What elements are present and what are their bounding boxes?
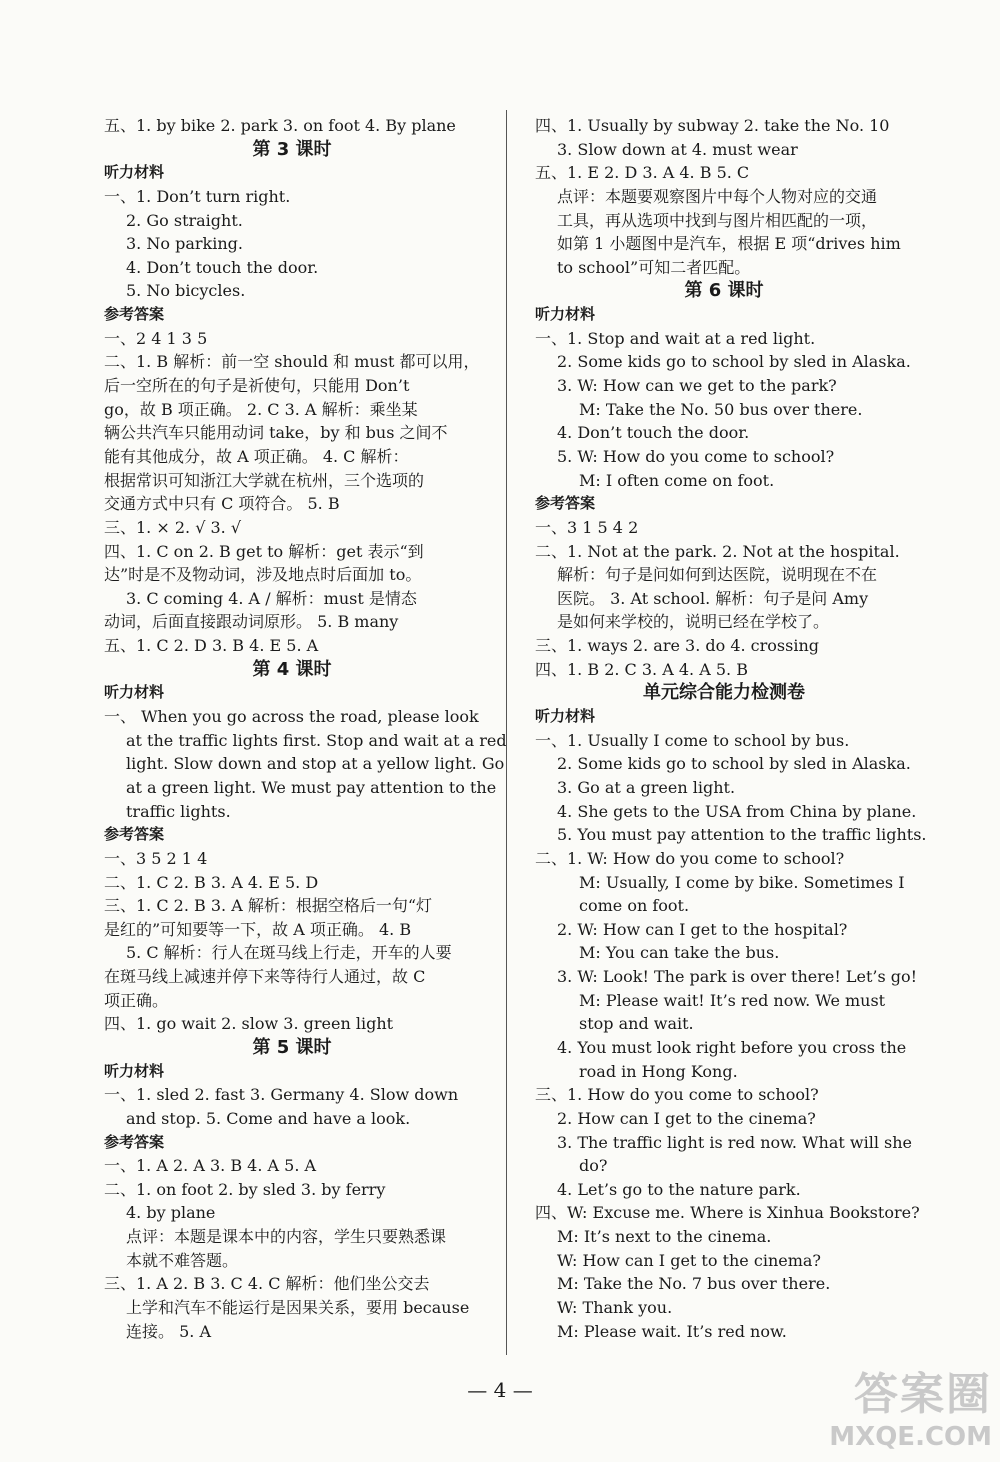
text-line: 3. The traffic light is red now. What will she [557,1132,913,1152]
text-line: 点评：本题是课本中的内容，学生只要熟悉课 [126,1227,447,1247]
text-line: 3. W: Look! The park is over there! Let’s go! [557,967,918,987]
text-line: to school”可知二者匹配。 [557,257,751,277]
text-line: 2. Some kids go to school by sled in Alaska. [557,754,911,774]
text-line: 3. W: How can we get to the park? [557,376,837,396]
subsection-label: 听力材料 [104,683,165,702]
text-line: 一、3 1 5 4 2 [535,517,639,537]
text-line: 4. by plane [126,1203,216,1223]
text-line: 后一空所在的句子是祈使句，只能用 Don’t [104,376,410,396]
text-line: 4. Don’t touch the door. [126,257,319,277]
text-line: 交通方式中只有 C 项符合。 5. B [104,494,340,514]
text-line: 三、1. C 2. B 3. A 解析：根据空格后一句“灯 [104,896,433,916]
text-line: 上学和汽车不能运行是因果关系，要用 because [126,1298,470,1318]
text-line: M: Please wait. It’s red now. [557,1321,787,1341]
text-line: 2. Some kids go to school by sled in Alaska. [557,352,911,372]
text-line: 3. No parking. [126,234,243,254]
text-line: 是红的”可知要等一下，故 A 项正确。 4. B [104,919,412,939]
text-line: 四、W: Excuse me. Where is Xinhua Bookstore? [535,1203,920,1223]
text-line: 五、1. by bike 2. park 3. on foot 4. By plane [104,116,456,135]
text-line: 一、2 4 1 3 5 [104,328,208,348]
text-line: 5. You must pay attention to the traffic lights. [557,825,927,845]
text-line: 二、1. on foot 2. by sled 3. by ferry [104,1179,386,1199]
subsection-label: 听力材料 [535,305,596,324]
text-line: 2. W: How can I get to the hospital? [557,919,848,939]
text-line: stop and wait. [579,1014,694,1034]
text-line: 三、1. How do you come to school? [535,1085,819,1105]
section-heading: 第 5 课时 [252,1036,332,1058]
text-line: 二、1. Not at the park. 2. Not at the hospital. [535,541,900,561]
text-line: 3. C coming 4. A / 解析：must 是情态 [126,588,417,608]
subsection-label: 参考答案 [104,305,165,324]
text-line: 四、1. C on 2. B get to 解析：get 表示“到 [104,541,424,561]
text-line: road in Hong Kong. [579,1061,738,1081]
right-column [535,114,927,1343]
text-line: 五、1. E 2. D 3. A 4. B 5. C [535,163,750,183]
text-line: 解析：句子是问如何到达医院，说明现在不在 [557,565,878,585]
subsection-label: 听力材料 [104,1061,165,1080]
text-line: 工具，再从选项中找到与图片相匹配的一项， [557,210,878,230]
text-line: 四、1. go wait 2. slow 3. green light [104,1014,394,1034]
text-line: 能有其他成分，故 A 项正确。 4. C 解析： [104,446,409,466]
section-heading: 单元综合能力检测卷 [643,682,805,704]
subsection-label: 听力材料 [535,707,596,726]
text-line: M: Usually, I come by bike. Sometimes I [579,872,905,892]
text-line: 3. Slow down at 4. must wear [557,139,798,159]
text-line: 点评：本题要观察图片中每个人物对应的交通 [557,186,878,206]
text-line: 5. No bicycles. [126,281,246,301]
text-line: W: How can I get to the cinema? [557,1250,821,1270]
section-heading: 第 4 课时 [252,658,332,680]
text-line: 5. W: How do you come to school? [557,446,835,466]
text-line: 一、3 5 2 1 4 [104,848,208,868]
subsection-label: 参考答案 [535,494,596,513]
text-line: 一、1. Usually I come to school by bus. [535,730,850,750]
text-line: M: Take the No. 7 bus over there. [557,1274,831,1294]
subsection-label: 参考答案 [104,825,165,844]
text-line: 三、1. A 2. B 3. C 4. C 解析：他们坐公交去 [104,1274,430,1294]
text-line: 达”时是不及物动词，涉及地点时后面加 to。 [104,565,422,585]
text-line: 三、1. × 2. √ 3. √ [104,517,242,537]
text-line: M: Please wait! It’s red now. We must [579,990,886,1010]
text-line: M: I often come on foot. [579,470,775,490]
watermark-url: MXQE.COM [829,1422,992,1452]
text-line: 二、1. W: How do you come to school? [535,848,845,868]
text-line: 4. Let’s go to the nature park. [557,1179,801,1199]
text-line: 一、1. sled 2. fast 3. Germany 4. Slow down [104,1085,459,1105]
text-line: 2. Go straight. [126,210,243,230]
text-line: 一、1. Stop and wait at a red light. [535,328,816,348]
text-line: W: Thank you. [557,1298,673,1318]
text-line: M: Take the No. 50 bus over there. [579,399,863,419]
text-line: 辆公共汽车只能用动词 take，by 和 bus 之间不 [104,423,448,443]
text-line: 在斑马线上减速并停下来等待行人通过，故 C [104,967,426,987]
column-divider [506,110,507,1355]
page-number: — 4 — [467,1378,533,1402]
text-line: 4. You must look right before you cross the [557,1037,907,1057]
text-line: M: You can take the bus. [579,943,780,963]
text-line: come on foot. [579,896,690,916]
text-line: 一、1. Don’t turn right. [104,186,291,206]
text-line: at a green light. We must pay attention to the [126,777,497,797]
text-line: 4. Don’t touch the door. [557,423,750,443]
text-line: 三、1. ways 2. are 3. do 4. crossing [535,636,820,656]
text-line: go，故 B 项正确。 2. C 3. A 解析：乘坐某 [104,399,418,419]
text-line: 根据常识可知浙江大学就在杭州，三个选项的 [104,470,425,490]
text-line: 二、1. B 解析：前一空 should 和 must 都可以用， [104,352,480,372]
text-line: 四、1. B 2. C 3. A 4. A 5. B [535,659,748,679]
text-line: 一、 When you go across the road, please look [104,707,479,727]
section-heading: 第 6 课时 [684,280,764,302]
text-line: 是如何来学校的，说明已经在学校了。 [557,612,830,632]
text-line: 3. Go at a green light. [557,777,736,797]
watermark-title: 答案圈 [854,1369,992,1420]
text-line: 二、1. C 2. B 3. A 4. E 5. D [104,872,319,892]
text-line: at the traffic lights first. Stop and wait at a red [126,730,507,750]
subsection-label: 参考答案 [104,1132,165,1151]
text-line: traffic lights. [126,801,231,821]
text-line: and stop. 5. Come and have a look. [126,1108,411,1128]
text-line: 连接。 5. A [126,1321,211,1341]
text-line: 4. She gets to the USA from China by plane. [557,801,917,821]
text-line: 项正确。 [104,990,169,1010]
text-line: M: It’s next to the cinema. [557,1227,772,1247]
text-line: 动词，后面直接跟动词原形。 5. B many [104,612,399,632]
watermark-logo [829,1358,992,1452]
left-column [104,114,507,1343]
section-heading: 第 3 课时 [252,138,332,160]
text-line: light. Slow down and stop at a yellow light. Go [126,754,505,774]
text-line: do? [579,1156,608,1176]
text-line: 医院。 3. At school. 解析：句子是问 Amy [557,588,869,608]
text-line: 2. How can I get to the cinema? [557,1108,816,1128]
subsection-label: 听力材料 [104,163,165,182]
text-line: 一、1. A 2. A 3. B 4. A 5. A [104,1156,317,1176]
text-line: 五、1. C 2. D 3. B 4. E 5. A [104,636,319,656]
text-line: 四、1. Usually by subway 2. take the No. 10 [535,116,890,135]
text-line: 5. C 解析：行人在斑马线上行走，开车的人要 [126,943,452,963]
text-line: 本就不难答题。 [126,1250,239,1270]
text-line: 如第 1 小题图中是汽车，根据 E 项“drives him [557,234,901,254]
